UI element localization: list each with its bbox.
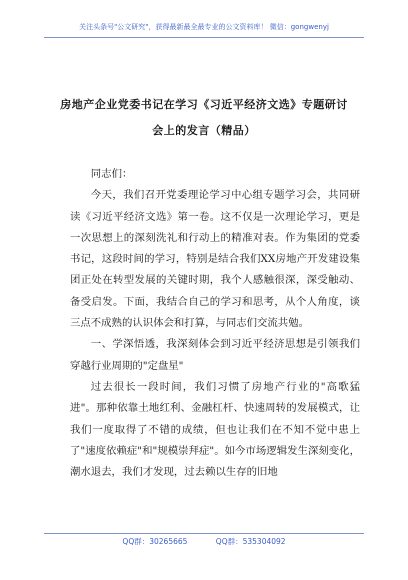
body-paragraph: 过去很长一段时间，我们习惯了房地产行业的"高歌猛进"。那种依靠土地红利、金融杠杆、快速周转的发展模式，让我们一度取得了不错的成绩，但也让我们在不知不觉中患上了"速度依赖症"和"规模崇拜症"。如今市场逻辑发生深刻变化，潮水退去，我们才发现，过去赖以生存的旧地 (70, 380, 360, 479)
body-paragraph: 今天，我们召开党委理论学习中心组专题学习会，共同研读《习近平经济文选》第一卷。这不仅是一次理论学习，更是一次思想上的深刻洗礼和行动上的精准对表。作为集团的党委书记，这段时间的学习，特别是结合我们XX房地产开发建设集团正处在转型发展的关键时期，我个人感触很深，深受触动、备受启发。下面，我结合自己的学习和思考，从个人角度，谈三点不成熟的认识体会和打算，与同志们交流共勉。 (70, 189, 360, 330)
section-heading: 一、学深悟透，我深刻体会到习近平经济思想是引领我们穿越行业周期的"定盘星" (70, 338, 360, 372)
document-title-line2: 会上的发言（精品） (152, 124, 256, 137)
footer-qq-group-1: QQ群：30265665 (122, 537, 188, 546)
salutation: 同志们： (90, 168, 133, 180)
document-title-line1: 房地产企业党委书记在学习《习近平经济文选》专题研讨 (60, 98, 348, 111)
document-body (70, 164, 360, 483)
footer-qq-group-2: QQ群：535304092 (215, 537, 286, 546)
header-divider (44, 37, 364, 38)
header-note: 关注头条号"公文研究"，获得最新最全最专业的公文资料库！ 微信：gongwenyj (79, 23, 329, 31)
footer-contacts (0, 536, 408, 547)
footer-divider (44, 533, 364, 534)
